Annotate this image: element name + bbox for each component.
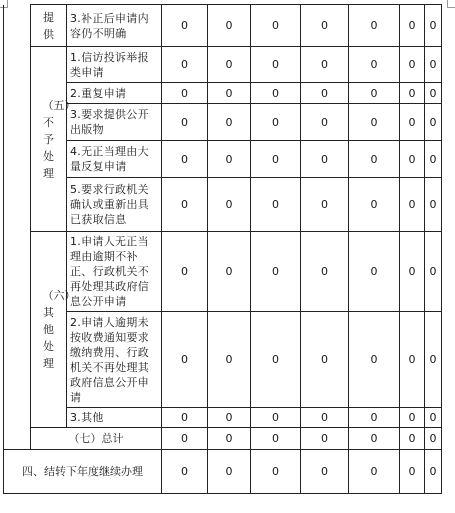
value-cell: 0 (162, 83, 208, 104)
value-cell: 0 (349, 5, 400, 47)
value-cell: 0 (425, 232, 442, 312)
value-cell: 0 (349, 450, 400, 494)
value-cell: 0 (400, 450, 425, 494)
table-row-carry-over (4, 450, 442, 494)
value-cell: 0 (301, 178, 349, 232)
value-cell: 0 (349, 141, 400, 178)
row-description: 3.补正后申请内容仍不明确 (67, 5, 162, 47)
outer-category-cell (4, 83, 31, 104)
value-cell: 0 (162, 47, 208, 83)
value-cell: 0 (349, 408, 400, 428)
value-cell: 0 (400, 178, 425, 232)
total-label: （七）总计 (31, 428, 162, 450)
outer-category-cell (4, 141, 31, 178)
value-cell: 0 (301, 450, 349, 494)
row-description: 3.其他 (67, 408, 162, 428)
outer-category-cell (4, 428, 31, 450)
row-description: 2.申请人逾期未按收费通知要求缴纳费用、行政机关不再处理其政府信息公开申请 (67, 312, 162, 408)
value-cell: 0 (301, 83, 349, 104)
row-description: 1.申请人无正当理由逾期不补正、行政机关不再处理其政府信息公开申请 (67, 232, 162, 312)
value-cell: 0 (251, 312, 301, 408)
value-cell: 0 (251, 232, 301, 312)
value-cell: 0 (349, 178, 400, 232)
value-cell: 0 (400, 428, 425, 450)
value-cell: 0 (349, 312, 400, 408)
value-cell: 0 (425, 141, 442, 178)
carry-over-label: 四、结转下年度继续办理 (4, 450, 162, 494)
value-cell: 0 (425, 5, 442, 47)
value-cell: 0 (162, 428, 208, 450)
page-corner-mark-right (447, 0, 455, 8)
category-label-provide: 提供 (31, 5, 67, 47)
value-cell: 0 (301, 232, 349, 312)
row-description: 3.要求提供公开出版物 (67, 104, 162, 141)
category-label-not-processed: （五）不予处理 (31, 47, 67, 232)
outer-category-cell (4, 312, 31, 408)
value-cell: 0 (251, 428, 301, 450)
value-cell: 0 (400, 104, 425, 141)
value-cell: 0 (162, 408, 208, 428)
value-cell: 0 (301, 408, 349, 428)
value-cell: 0 (162, 104, 208, 141)
value-cell: 0 (162, 312, 208, 408)
table-row (4, 408, 442, 428)
value-cell: 0 (251, 5, 301, 47)
value-cell: 0 (208, 47, 251, 83)
outer-category-cell (4, 408, 31, 428)
value-cell: 0 (425, 450, 442, 494)
value-cell: 0 (425, 312, 442, 408)
value-cell: 0 (208, 408, 251, 428)
value-cell: 0 (208, 450, 251, 494)
table-row (4, 178, 442, 232)
value-cell: 0 (251, 83, 301, 104)
value-cell: 0 (208, 428, 251, 450)
value-cell: 0 (425, 83, 442, 104)
row-description: 5.要求行政机关确认或重新出具已获取信息 (67, 178, 162, 232)
row-description: 1.信访投诉举报类申请 (67, 47, 162, 83)
value-cell: 0 (251, 450, 301, 494)
value-cell: 0 (208, 83, 251, 104)
value-cell: 0 (349, 428, 400, 450)
value-cell: 0 (301, 312, 349, 408)
value-cell: 0 (251, 178, 301, 232)
value-cell: 0 (251, 47, 301, 83)
category-label-other-processing: （六）其他处理 (31, 232, 67, 428)
value-cell: 0 (208, 5, 251, 47)
value-cell: 0 (301, 47, 349, 83)
value-cell: 0 (400, 408, 425, 428)
value-cell: 0 (349, 47, 400, 83)
value-cell: 0 (400, 47, 425, 83)
table-row-total (4, 428, 442, 450)
value-cell: 0 (208, 178, 251, 232)
value-cell: 0 (400, 141, 425, 178)
disclosure-statistics-table (3, 4, 442, 494)
value-cell: 0 (162, 232, 208, 312)
table-row (4, 5, 442, 47)
outer-category-cell (4, 178, 31, 232)
value-cell: 0 (162, 141, 208, 178)
table-row (4, 104, 442, 141)
table-row (4, 232, 442, 312)
table-row (4, 141, 442, 178)
value-cell: 0 (208, 312, 251, 408)
table-row (4, 312, 442, 408)
value-cell: 0 (400, 312, 425, 408)
value-cell: 0 (301, 428, 349, 450)
value-cell: 0 (208, 232, 251, 312)
value-cell: 0 (162, 450, 208, 494)
value-cell: 0 (425, 428, 442, 450)
value-cell: 0 (251, 141, 301, 178)
value-cell: 0 (425, 408, 442, 428)
value-cell: 0 (301, 104, 349, 141)
value-cell: 0 (425, 47, 442, 83)
outer-category-cell (4, 104, 31, 141)
value-cell: 0 (301, 141, 349, 178)
value-cell: 0 (425, 178, 442, 232)
value-cell: 0 (208, 141, 251, 178)
value-cell: 0 (251, 104, 301, 141)
value-cell: 0 (162, 178, 208, 232)
value-cell: 0 (425, 104, 442, 141)
table-row (4, 83, 442, 104)
value-cell: 0 (301, 5, 349, 47)
value-cell: 0 (349, 232, 400, 312)
outer-category-cell (4, 5, 31, 47)
outer-category-cell (4, 232, 31, 312)
value-cell: 0 (251, 408, 301, 428)
value-cell: 0 (400, 232, 425, 312)
value-cell: 0 (349, 83, 400, 104)
value-cell: 0 (208, 104, 251, 141)
table-row (4, 47, 442, 83)
row-description: 2.重复申请 (67, 83, 162, 104)
row-description: 4.无正当理由大量反复申请 (67, 141, 162, 178)
outer-category-cell (4, 47, 31, 83)
value-cell: 0 (162, 5, 208, 47)
value-cell: 0 (400, 5, 425, 47)
value-cell: 0 (349, 104, 400, 141)
value-cell: 0 (400, 83, 425, 104)
